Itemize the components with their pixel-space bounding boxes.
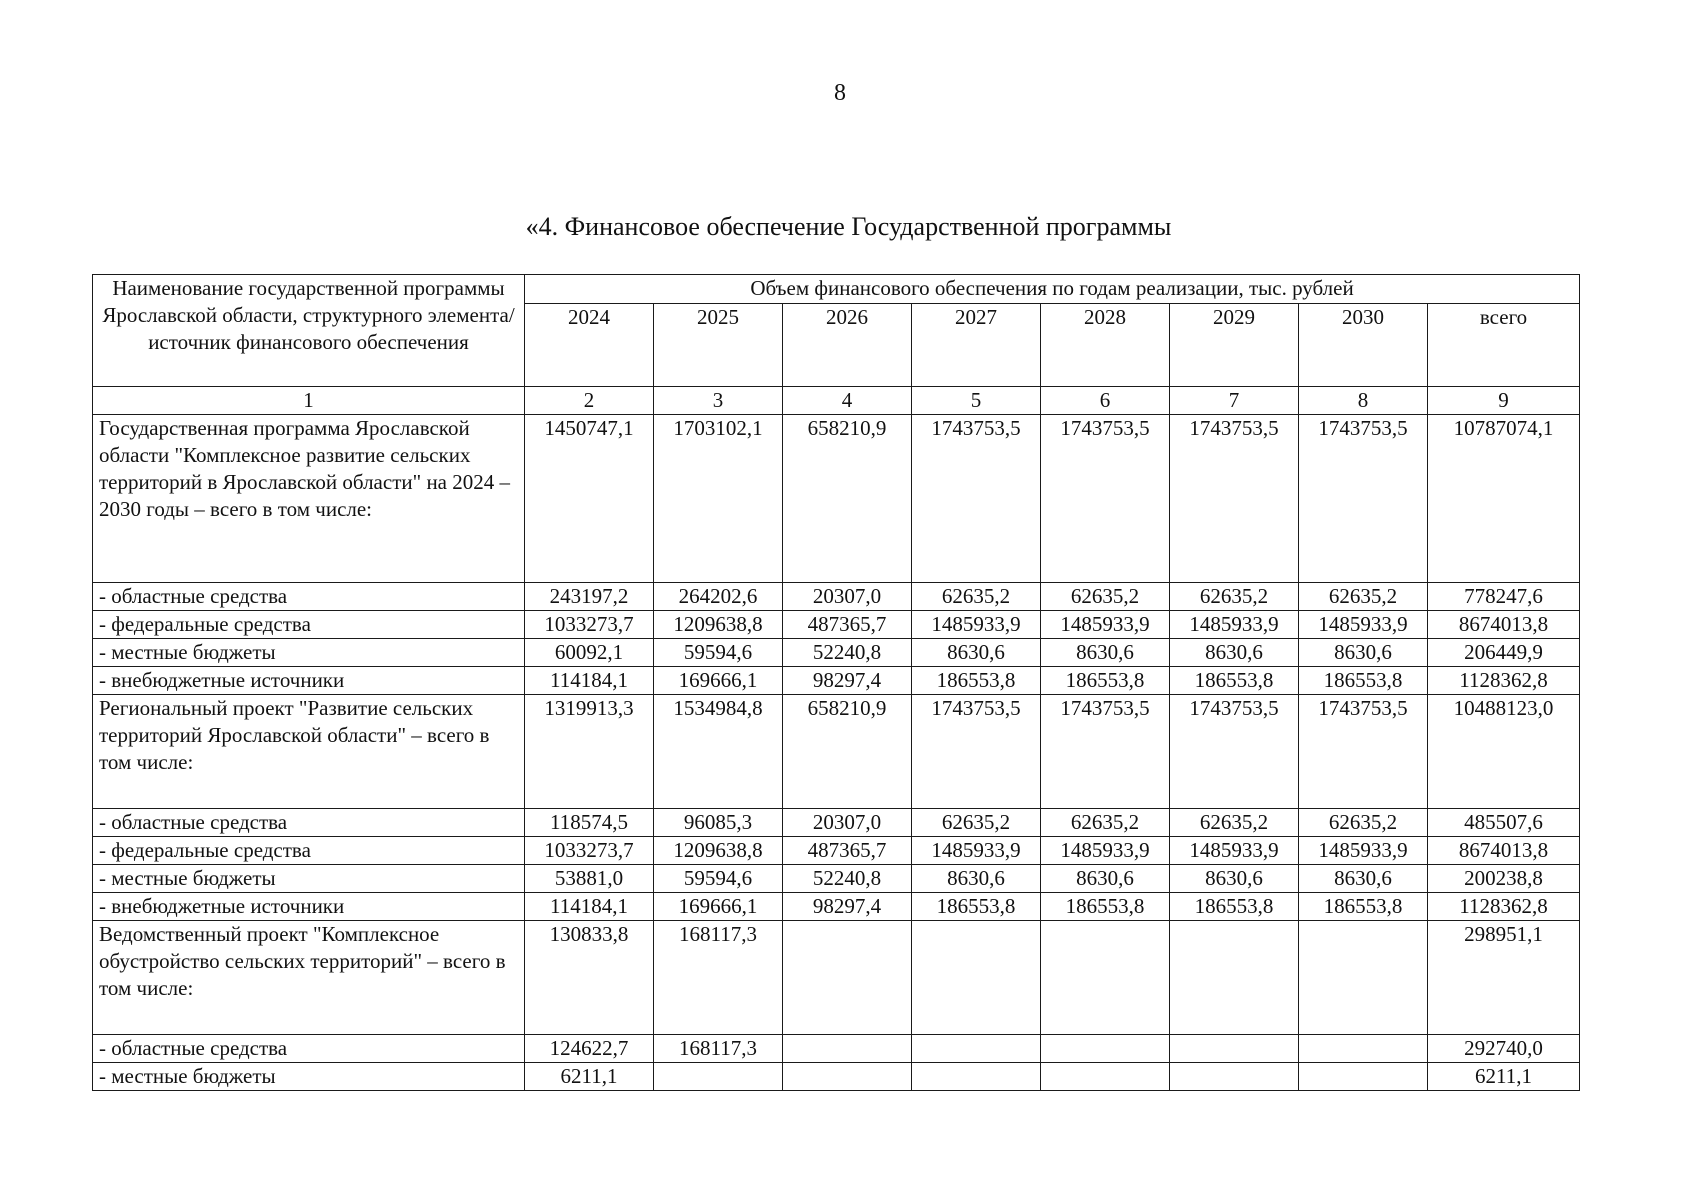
value-cell: 1128362,8 [1428,667,1580,695]
value-cell: 8630,6 [912,865,1041,893]
value-cell: 62635,2 [1299,583,1428,611]
financing-table [92,274,1580,1091]
value-cell: 8630,6 [1170,639,1299,667]
value-cell: 8674013,8 [1428,611,1580,639]
value-cell [1299,1063,1428,1091]
value-cell: 298951,1 [1428,921,1580,1035]
value-cell: 186553,8 [1170,893,1299,921]
value-cell [1299,1035,1428,1063]
value-cell: 114184,1 [525,893,654,921]
page-number: 8 [834,80,846,106]
value-cell: 1485933,9 [1041,837,1170,865]
value-cell: 1485933,9 [1299,611,1428,639]
value-cell: 186553,8 [1041,667,1170,695]
value-cell: 114184,1 [525,667,654,695]
value-cell: 1033273,7 [525,611,654,639]
value-cell: 10787074,1 [1428,415,1580,583]
value-cell: 8630,6 [912,639,1041,667]
row-name-cell: - федеральные средства [93,837,525,865]
value-cell: 1743753,5 [1041,415,1170,583]
value-cell [912,1063,1041,1091]
table-row [93,415,1580,583]
value-cell: 1485933,9 [1041,611,1170,639]
value-cell: 487365,7 [783,837,912,865]
value-cell: 1743753,5 [1299,415,1428,583]
value-cell: 130833,8 [525,921,654,1035]
value-cell [783,921,912,1035]
value-cell: 658210,9 [783,695,912,809]
value-cell: 168117,3 [654,1035,783,1063]
value-cell [1041,1063,1170,1091]
value-cell: 200238,8 [1428,865,1580,893]
value-cell: 243197,2 [525,583,654,611]
value-cell: 1485933,9 [1170,611,1299,639]
value-cell: 1485933,9 [1170,837,1299,865]
table-row [93,583,1580,611]
column-number-cell: 9 [1428,387,1580,415]
value-cell: 169666,1 [654,667,783,695]
value-cell: 118574,5 [525,809,654,837]
column-number-cell: 5 [912,387,1041,415]
value-cell: 1743753,5 [912,695,1041,809]
value-cell: 186553,8 [1041,893,1170,921]
value-cell [1041,921,1170,1035]
value-cell: 8630,6 [1041,639,1170,667]
value-cell: 778247,6 [1428,583,1580,611]
row-name-cell: - федеральные средства [93,611,525,639]
column-number-cell: 7 [1170,387,1299,415]
value-cell: 485507,6 [1428,809,1580,837]
column-number-cell: 6 [1041,387,1170,415]
year-header-cell: 2029 [1170,304,1299,387]
value-cell [654,1063,783,1091]
value-cell: 59594,6 [654,865,783,893]
value-cell: 1450747,1 [525,415,654,583]
value-cell: 292740,0 [1428,1035,1580,1063]
row-name-cell: Региональный проект "Развитие сельских территорий Ярославской области" – всего в том числе: [93,695,525,809]
column-number-cell: 8 [1299,387,1428,415]
value-cell: 62635,2 [1041,583,1170,611]
value-cell [912,1035,1041,1063]
value-cell: 62635,2 [1041,809,1170,837]
row-name-cell: - областные средства [93,583,525,611]
value-cell: 62635,2 [1299,809,1428,837]
value-cell: 1703102,1 [654,415,783,583]
value-cell: 8630,6 [1299,639,1428,667]
row-name-cell: - местные бюджеты [93,865,525,893]
value-cell: 98297,4 [783,667,912,695]
value-cell: 52240,8 [783,639,912,667]
value-cell: 52240,8 [783,865,912,893]
row-name-cell: Государственная программа Ярославской области "Комплексное развитие сельских территорий в Ярославской области" на 2024 – 2030 годы – всего в том числе: [93,415,525,583]
value-cell: 8674013,8 [1428,837,1580,865]
value-cell: 1743753,5 [1041,695,1170,809]
value-cell: 96085,3 [654,809,783,837]
table-row [93,639,1580,667]
value-cell: 1319913,3 [525,695,654,809]
value-cell: 1534984,8 [654,695,783,809]
value-cell: 98297,4 [783,893,912,921]
value-cell: 6211,1 [1428,1063,1580,1091]
value-cell: 1485933,9 [912,837,1041,865]
value-cell: 53881,0 [525,865,654,893]
value-cell: 1209638,8 [654,611,783,639]
value-cell: 264202,6 [654,583,783,611]
table-row [93,611,1580,639]
value-cell: 169666,1 [654,893,783,921]
year-header-cell: 2024 [525,304,654,387]
value-cell: 1033273,7 [525,837,654,865]
value-cell: 186553,8 [912,893,1041,921]
row-name-cell: Ведомственный проект "Комплексное обустройство сельских территорий" – всего в том числе: [93,921,525,1035]
year-header-cell: 2030 [1299,304,1428,387]
value-cell: 6211,1 [525,1063,654,1091]
row-name-cell: - областные средства [93,1035,525,1063]
value-cell: 658210,9 [783,415,912,583]
value-cell: 1743753,5 [1170,415,1299,583]
year-header-cell: 2028 [1041,304,1170,387]
table-row [93,809,1580,837]
table-row [93,1035,1580,1063]
row-name-cell: - местные бюджеты [93,639,525,667]
value-cell: 186553,8 [1170,667,1299,695]
value-cell [912,921,1041,1035]
value-cell: 206449,9 [1428,639,1580,667]
value-cell [1170,1035,1299,1063]
value-cell: 10488123,0 [1428,695,1580,809]
value-cell: 487365,7 [783,611,912,639]
row-name-cell: - внебюджетные источники [93,667,525,695]
value-cell: 59594,6 [654,639,783,667]
value-cell: 186553,8 [1299,667,1428,695]
table-row [93,921,1580,1035]
header-name-cell: Наименование государственной программы Ярославской области, структурного элемента/ источник финансового обеспечения [93,275,525,387]
row-name-cell: - внебюджетные источники [93,893,525,921]
value-cell: 1485933,9 [1299,837,1428,865]
table-row [93,893,1580,921]
row-name-cell: - местные бюджеты [93,1063,525,1091]
header-volume-cell: Объем финансового обеспечения по годам реализации, тыс. рублей [525,275,1580,304]
value-cell [1299,921,1428,1035]
value-cell: 62635,2 [1170,583,1299,611]
header-row [93,275,1580,304]
value-cell [783,1063,912,1091]
value-cell: 186553,8 [1299,893,1428,921]
column-number-cell: 3 [654,387,783,415]
column-number-cell: 4 [783,387,912,415]
year-header-cell: 2027 [912,304,1041,387]
year-header-cell: 2026 [783,304,912,387]
value-cell: 62635,2 [912,809,1041,837]
value-cell: 1743753,5 [912,415,1041,583]
value-cell: 1128362,8 [1428,893,1580,921]
value-cell: 62635,2 [1170,809,1299,837]
section-title: «4. Финансовое обеспечение Государственной программы [525,212,1172,241]
value-cell: 62635,2 [912,583,1041,611]
table-row [93,837,1580,865]
table-row [93,1063,1580,1091]
value-cell: 1485933,9 [912,611,1041,639]
value-cell: 8630,6 [1299,865,1428,893]
value-cell [1041,1035,1170,1063]
value-cell [1170,921,1299,1035]
value-cell: 8630,6 [1170,865,1299,893]
value-cell: 60092,1 [525,639,654,667]
value-cell: 186553,8 [912,667,1041,695]
column-number-cell: 2 [525,387,654,415]
value-cell: 124622,7 [525,1035,654,1063]
value-cell: 20307,0 [783,583,912,611]
column-numbers-row [93,387,1580,415]
value-cell [1170,1063,1299,1091]
value-cell: 1743753,5 [1299,695,1428,809]
value-cell: 168117,3 [654,921,783,1035]
value-cell: 8630,6 [1041,865,1170,893]
value-cell: 1743753,5 [1170,695,1299,809]
value-cell: 20307,0 [783,809,912,837]
column-number-cell: 1 [93,387,525,415]
table-row [93,695,1580,809]
table-row [93,667,1580,695]
year-header-cell: всего [1428,304,1580,387]
value-cell [783,1035,912,1063]
value-cell: 1209638,8 [654,837,783,865]
table-row [93,865,1580,893]
row-name-cell: - областные средства [93,809,525,837]
year-header-cell: 2025 [654,304,783,387]
